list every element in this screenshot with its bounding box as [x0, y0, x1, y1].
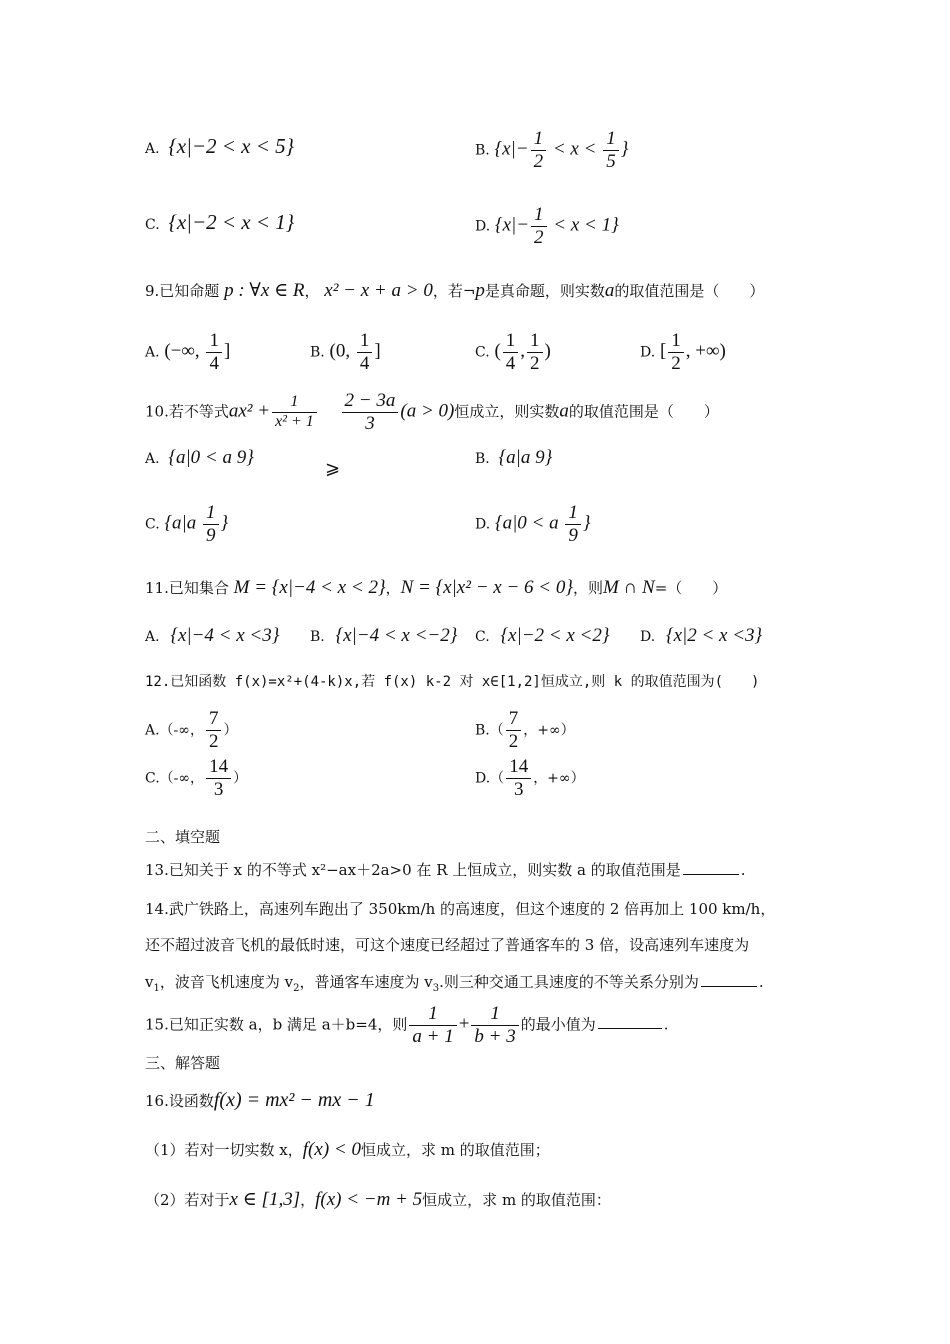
q11-option-d — [640, 626, 762, 645]
q10-option-c — [145, 502, 228, 547]
q9-option-c — [475, 330, 551, 375]
option-label: C. — [475, 629, 490, 645]
q10-stem-text: 10.若不等式 — [145, 402, 229, 421]
q9-mid: ，若¬ — [432, 282, 476, 300]
q12-option-b — [475, 708, 575, 753]
q11-option-c — [475, 626, 609, 645]
option-label: A. — [145, 141, 160, 157]
q9-stem-text: 9.已知命题 — [145, 282, 220, 300]
q9-neg-p: p — [475, 280, 485, 301]
q16-stem-text: 16.设函数 — [145, 1092, 214, 1110]
q14-line2: 还不超过波音飞机的最低时速，可这个速度已经超过了普通客车的 3 倍，设高速列车速度为 — [145, 936, 750, 954]
option-label: B. — [310, 629, 325, 645]
q14-line3: $v_1$，波音飞机速度为 $v_2$，普通客车速度为 $v_3$.则三种交通工具速度的不等关系分别为 . — [145, 973, 764, 994]
option-right: } — [620, 138, 629, 160]
option-right: ] — [374, 340, 381, 362]
fraction: $\frac{2 - 3a}{3}$ — [342, 390, 399, 435]
q8-option-d — [475, 204, 619, 249]
q9-tail: 是真命题，则实数 — [484, 282, 605, 300]
option-left: [ — [659, 340, 667, 362]
fraction: $\frac{1}{4}$ — [503, 330, 519, 375]
option-label: B. — [475, 142, 490, 159]
option-label: D.（ — [475, 770, 505, 787]
q16-part1-math: f(x) < 0 — [302, 1139, 361, 1160]
q10-var: a — [559, 400, 569, 422]
q9-var: a — [604, 280, 615, 301]
option-right: < x < 1} — [548, 214, 619, 236]
option-left: ( — [494, 340, 501, 362]
q9-proposition: p : ∀x ∈ R — [224, 280, 305, 301]
option-set: {x|−2 < x < 5} — [168, 134, 295, 158]
q9-option-a — [145, 330, 230, 375]
option-label: A. — [145, 344, 160, 361]
option-right: } — [220, 512, 229, 534]
option-left: (0, — [329, 340, 355, 362]
option-label: D. — [640, 344, 656, 361]
q11-set-n: N = {x|x² − x − 6 < 0} — [400, 577, 573, 598]
fraction: $\frac{1}{9}$ — [565, 502, 581, 547]
q10-cond: (a > 0) — [400, 400, 455, 422]
option-set: {a|a 9} — [498, 447, 553, 468]
fraction: $\frac{1}{a + 1}$ — [409, 1003, 456, 1048]
q11-intersection: M ∩ N — [602, 577, 655, 598]
option-right: ] — [223, 340, 231, 362]
q8-option-c — [145, 212, 294, 233]
option-right: ） — [233, 770, 248, 787]
option-mid: < x < — [548, 138, 602, 160]
fraction: $\frac{1}{2}$ — [531, 128, 547, 173]
option-label: B. — [475, 451, 490, 467]
q11-stem-text: 11.已知集合 — [145, 579, 229, 597]
answer-blank[interactable] — [701, 986, 757, 987]
fraction: $\frac{7}{2}$ — [206, 708, 222, 753]
answer-blank[interactable] — [598, 1028, 662, 1029]
q16-part1: （1）若对一切实数 x，f(x) < 0恒成立，求 m 的取值范围； — [145, 1139, 550, 1160]
option-left: {a|0 < a — [494, 512, 564, 534]
fraction: $\frac{14}{3}$ — [206, 756, 231, 801]
q11-tail: ，则 — [572, 579, 603, 597]
option-label: C. — [145, 217, 160, 233]
q13-end: . — [740, 861, 746, 879]
q11-option-b — [310, 626, 457, 645]
q16-part2-domain: x ∈ [1,3] — [229, 1189, 301, 1210]
option-label: D. — [475, 218, 491, 235]
option-label: B. — [310, 344, 325, 361]
q8-option-a — [145, 136, 294, 157]
q10-ax: ax² + — [228, 400, 271, 422]
option-label: A. — [145, 629, 160, 645]
q11-set-m: M = {x|−4 < x < 2} — [233, 577, 386, 598]
option-set: {x|−2 < x < 1} — [168, 210, 295, 234]
fraction: $\frac{1}{4}$ — [357, 330, 373, 375]
q15-stem: 15.已知正实数 a，b 满足 a＋b=4，则 — [145, 1015, 408, 1034]
option-label: C. — [475, 344, 490, 361]
section-heading-fill-in: 二、填空题 — [145, 828, 221, 846]
q10-end: 的取值范围是（ ） — [568, 402, 719, 421]
q16-part2: （2）若对于x ∈ [1,3]，f(x) < −m + 5恒成立，求 m 的取值范围： — [145, 1189, 611, 1210]
q9-option-d — [640, 330, 726, 375]
q10-option-b — [475, 448, 552, 467]
option-label: D. — [640, 629, 656, 645]
option-label: A. — [145, 451, 160, 467]
q11-end: =（ ） — [654, 579, 728, 597]
fraction: $\frac{1}{2}$ — [527, 330, 543, 375]
option-right: ） — [223, 722, 238, 739]
q16-part2-math: f(x) < −m + 5 — [315, 1189, 423, 1210]
option-label: C.（-∞， — [145, 770, 205, 787]
q10-option-d — [475, 502, 590, 547]
option-set: {x|2 < x <3} — [665, 625, 763, 646]
q15-tail: 的最小值为 — [520, 1015, 596, 1034]
q9-inequality: x² − x + a > 0 — [324, 280, 433, 301]
q15: 15.已知正实数 a，b 满足 a＋b=4，则 $\frac{1}{a + 1}$ + $\frac{1}{b + 3}$ 的最小值为 . — [145, 1003, 669, 1047]
plus-sign: + — [458, 1013, 470, 1035]
option-label: A.（-∞， — [145, 722, 204, 739]
q11-stem — [145, 578, 727, 597]
q16-stem — [145, 1090, 375, 1110]
option-left: {x|− — [494, 138, 529, 160]
q9-stem: 9.已知命题 p : ∀x ∈ R， x² − x + a > 0，若¬p是真命题，则实数a的取值范围是（ ） — [145, 280, 765, 301]
option-right: ，+∞） — [523, 722, 575, 739]
q11-sep: ， — [385, 579, 401, 597]
fraction: $\frac{1}{9}$ — [203, 502, 219, 547]
option-right: } — [582, 512, 591, 534]
option-set: {x|−4 < x <−2} — [335, 625, 458, 646]
option-set: {x|−2 < x <2} — [500, 625, 610, 646]
q9-option-b — [310, 330, 381, 375]
option-right: ) — [544, 340, 551, 362]
option-left: {a|a — [164, 512, 202, 534]
option-sep: , — [520, 340, 526, 362]
option-label: B.（ — [475, 722, 504, 739]
fraction: $\frac{1}{b + 3}$ — [471, 1003, 518, 1048]
q12-stem: 12.已知函数 f(x)=x²+(4-k)x,若 f(x) k-2 对 x∈[1,2]恒成立,则 k 的取值范围为( ) — [145, 674, 760, 690]
option-label: C. — [145, 516, 160, 533]
answer-blank[interactable] — [683, 874, 739, 875]
fraction: $\frac{1}{2}$ — [531, 204, 547, 249]
option-left: (−∞, — [164, 340, 205, 362]
option-set: {a|0 < a 9} — [168, 447, 254, 468]
option-right: , +∞) — [685, 340, 726, 362]
option-right: ，+∞） — [533, 770, 585, 787]
option-label: D. — [475, 516, 491, 533]
fraction: $\frac{7}{2}$ — [506, 708, 522, 753]
q10-option-a — [145, 448, 254, 467]
stray-geq-glyph: ⩾ — [325, 458, 341, 479]
q12-option-a — [145, 708, 237, 753]
q12-option-d — [475, 756, 585, 801]
section-heading-solutions: 三、解答题 — [145, 1054, 221, 1072]
q13 — [145, 863, 746, 878]
option-set: {x|−4 < x <3} — [170, 625, 280, 646]
q10-stem — [145, 390, 719, 435]
fraction: $\frac{1}{2}$ — [668, 330, 684, 375]
fraction: $\frac{1}{5}$ — [603, 128, 619, 173]
q9-end: 的取值范围是（ ） — [614, 282, 765, 300]
q14-line1: 14.武广铁路上，高速列车跑出了 350km/h 的高速度，但这个速度的 2 倍再加上 100 km/h， — [145, 900, 776, 918]
q11-option-a — [145, 626, 279, 645]
q10-tail: 恒成立，则实数 — [454, 402, 560, 421]
q8-option-b — [475, 128, 628, 173]
option-left: {x|− — [494, 214, 530, 236]
q16-function: f(x) = mx² − mx − 1 — [213, 1089, 375, 1111]
fraction: $\frac{1}{4}$ — [206, 330, 222, 375]
fraction: $\frac{1}{\text{x² + 1}}$ — [272, 393, 317, 432]
fraction: $\frac{14}{3}$ — [506, 756, 531, 801]
q13-text: 13.已知关于 x 的不等式 x²−ax＋2a>0 在 R 上恒成立，则实数 a 的取值范围是 — [145, 861, 681, 879]
q12-option-c — [145, 756, 247, 801]
